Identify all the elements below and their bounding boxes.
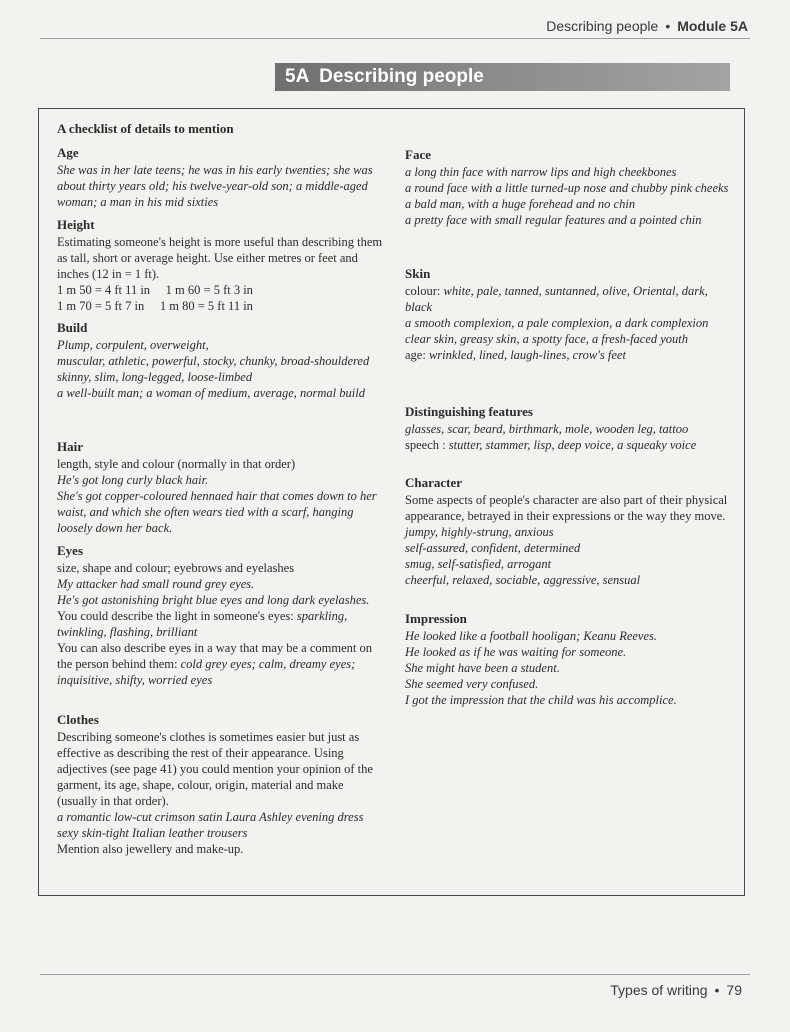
running-head-section: Describing people [546,18,659,34]
section-text: He's got long curly black hair. [57,473,209,487]
section-text-italic: stutter, stammer, lisp, deep voice, a squeaky voice [448,438,697,452]
section-text: self-assured, confident, determined [405,541,581,555]
section-heading: Face [405,147,431,162]
section-clothes [57,712,385,857]
section-text-plain: You could describe the light in someone's eyes: [57,609,294,623]
page-number: 79 [726,982,742,998]
section-text: Estimating someone's height is more useful than describing them as tall, short or average height. Use either metres or feet and inches (12 in = 1 ft). [57,235,383,281]
section-heading: Skin [405,266,431,281]
section-text [57,608,385,640]
section-build [57,320,385,401]
section-heading: Clothes [57,712,99,727]
section-character [405,475,735,588]
section-height [57,217,385,314]
section-age [57,145,385,210]
section-text: Describing someone's clothes is sometimes easier but just as effective as describing the rest of their appearance. Using adjectives (see page 41) you could mention your opinion of the garment, its age, shape, colour, origin, material and make (usually in that order). [57,730,373,808]
section-text: sexy skin-tight Italian leather trousers [57,826,248,840]
footer-label: Types of writing [610,982,708,998]
section-text: a long thin face with narrow lips and high cheekbones [405,165,677,179]
section-text: My attacker had small round grey eyes. [57,577,255,591]
section-eyes [57,543,385,688]
section-text: She seemed very confused. [405,677,539,691]
page-footer [610,982,742,998]
section-text: a round face with a little turned-up nose and chubby pink cheeks [405,181,729,195]
section-text: a romantic low-cut crimson satin Laura Ashley evening dress [57,810,364,824]
section-text: a well-built man; a woman of medium, average, normal build [57,386,365,400]
section-text: jumpy, highly-strung, anxious [405,525,554,539]
checklist-heading: A checklist of details to mention [57,121,234,136]
section-hair [57,439,385,536]
section-text: She might have been a student. [405,661,560,675]
section-text [405,437,735,453]
section-text: I got the impression that the child was his accomplice. [405,693,677,707]
section-text: cheerful, relaxed, sociable, aggressive, sensual [405,573,641,587]
section-text: Mention also jewellery and make-up. [57,842,244,856]
section-text-plain: You can also describe eyes in a way that may be a comment on the person behind them: [57,641,372,671]
section-text-plain: age: [405,348,426,362]
section-text: a smooth complexion, a pale complexion, a dark complexion [405,316,709,330]
section-distinguishing-features [405,404,735,453]
section-text: He's got astonishing bright blue eyes and long dark eyelashes. [57,593,370,607]
section-text: a bald man, with a huge forehead and no chin [405,197,636,211]
section-impression [405,611,735,708]
section-text-italic: white, pale, tanned, suntanned, olive, Oriental, dark, black [405,284,708,314]
section-heading: Hair [57,439,83,454]
footer-rule [40,974,750,975]
section-text-plain: colour: [405,284,441,298]
page-title: 5A Describing people [285,66,484,87]
section-heading: Eyes [57,543,83,558]
section-heading: Impression [405,611,467,626]
section-text: glasses, scar, beard, birthmark, mole, wooden leg, tattoo [405,422,689,436]
section-text: 1 m 50 = 4 ft 11 in 1 m 60 = 5 ft 3 in [57,283,253,297]
section-text: smug, self-satisfied, arrogant [405,557,552,571]
section-text: She was in her late teens; he was in his early twenties; she was about thirty years old; his twelve-year-old son; a middle-aged woman; a man in his mid sixties [57,163,373,209]
section-face [405,147,735,228]
title-bar [275,63,730,91]
section-text [57,640,385,688]
section-text: She's got copper-coloured hennaed hair that comes down to her waist, and which she often wears tied with a scarf, hanging loosely down her back. [57,489,377,535]
section-heading: Character [405,475,463,490]
running-head-separator: • [665,18,671,34]
section-text [405,283,735,315]
section-text-italic: wrinkled, lined, laugh-lines, crow's feet [428,348,626,362]
section-text-plain: speech : [405,438,446,452]
section-heading: Age [57,145,79,160]
section-text: He looked as if he was waiting for someone. [405,645,627,659]
section-heading: Build [57,320,88,335]
section-text-italic: cold grey eyes; calm, dreamy eyes; inquisitive, shifty, worried eyes [57,657,356,687]
section-text: clear skin, greasy skin, a spotty face, a fresh-faced youth [405,332,689,346]
running-head [546,18,748,34]
section-text: 1 m 70 = 5 ft 7 in 1 m 80 = 5 ft 11 in [57,299,253,313]
section-text: length, style and colour (normally in that order) [57,457,296,471]
section-heading: Height [57,217,95,232]
section-text: skinny, slim, long-legged, loose-limbed [57,370,253,384]
section-text: a pretty face with small regular features and a pointed chin [405,213,702,227]
section-text: size, shape and colour; eyebrows and eyelashes [57,561,295,575]
section-text: Some aspects of people's character are also part of their physical appearance, betrayed in their expressions or the way they move. [405,493,728,523]
header-rule [40,38,750,39]
footer-separator: • [714,982,720,998]
section-text-italic: sparkling, twinkling, flashing, brilliant [57,609,348,639]
section-skin [405,266,735,363]
section-heading: Distinguishing features [405,404,533,419]
section-text [405,347,735,363]
section-text: Plump, corpulent, overweight, [57,338,209,352]
checklist-box [38,108,745,896]
section-text: muscular, athletic, powerful, stocky, chunky, broad-shouldered [57,354,370,368]
section-text: He looked like a football hooligan; Keanu Reeves. [405,629,658,643]
running-head-module: Module 5A [677,18,748,34]
